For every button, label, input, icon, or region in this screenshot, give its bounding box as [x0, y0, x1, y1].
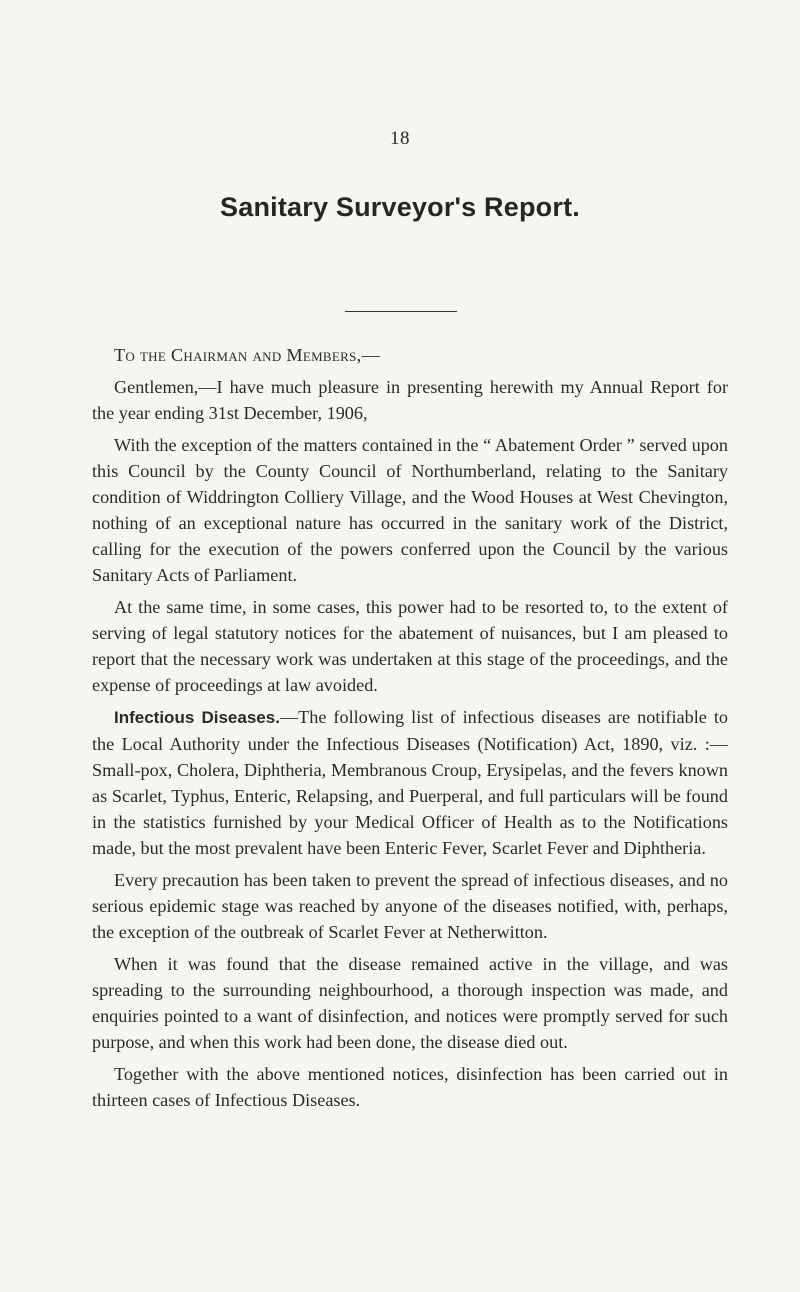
page-title: Sanitary Surveyor's Report. — [220, 192, 580, 222]
paragraph-text: At the same time, in some cases, this power had to be resorted to, to the extent of serving of legal statutory notices for the abatement of nuisances, but I am pleased to report that the necessary work was undertaken at this stage of the proceedings, and the expense of proceedings at law avoided. — [92, 597, 728, 695]
paragraph-text: When it was found that the disease remained active in the village, and was spreading to the surrounding neighbourhood, a thorough inspection was made, and enquiries pointed to a want of disinfection, and notices were promptly served for such purpose, and when this work had been done, the disease died out. — [92, 954, 728, 1052]
paragraph-inspection — [92, 951, 728, 1055]
salutation: To the Chairman and Members,— — [114, 345, 380, 365]
paragraph-text: Every precaution has been taken to prevent the spread of infectious diseases, and no serious epidemic stage was reached by anyone of the diseases notified, with, perhaps, the exception of the outbreak of Scarlet Fever at Netherwitton. — [92, 870, 728, 942]
paragraph-text: With the exception of the matters contained in the “ Abatement Order ” served upon this Council by the County Council of Northumberland, relating to the Sanitary condition of Widdrington Colliery Village, and the Wood Houses at West Chevington, nothing of an exceptional nature has occurred in the sanitary work of the District, calling for the execution of the powers conferred upon the Council by the various Sanitary Acts of Parliament. — [92, 435, 728, 585]
paragraph-infectious-diseases — [92, 704, 728, 861]
paragraph-disinfection — [92, 1061, 728, 1113]
paragraph-precautions — [92, 867, 728, 945]
page-number: 18 — [390, 128, 410, 149]
paragraph-statutory-notices — [92, 594, 728, 698]
paragraph-text: —The following list of infectious diseases are notifiable to the Local Authority under the Infectious Diseases (Notification) Act, 1890, viz. :—Small-pox, Cholera, Diphtheria, Membranous Croup, Erysipelas, and the fevers known as Scarlet, Typhus, Enteric, Relapsing, and Puerperal, and full particulars will be found in the statistics furnished by your Medical Officer of Health as to the Notifications made, but the most prevalent have been Enteric Fever, Scarlet Fever and Diphtheria. — [92, 707, 728, 858]
paragraph-text: Gentlemen,—I have much pleasure in presenting herewith my Annual Report for the year ending 31st December, 1906, — [92, 377, 728, 423]
paragraph-greeting — [92, 374, 728, 426]
title-divider — [345, 311, 457, 312]
paragraph-text: Together with the above mentioned notices, disinfection has been carried out in thirteen cases of Infectious Diseases. — [92, 1064, 728, 1110]
section-heading-infectious-diseases: Infectious Diseases. — [114, 708, 280, 727]
paragraph-abatement-order — [92, 432, 728, 588]
report-body — [92, 342, 728, 1119]
